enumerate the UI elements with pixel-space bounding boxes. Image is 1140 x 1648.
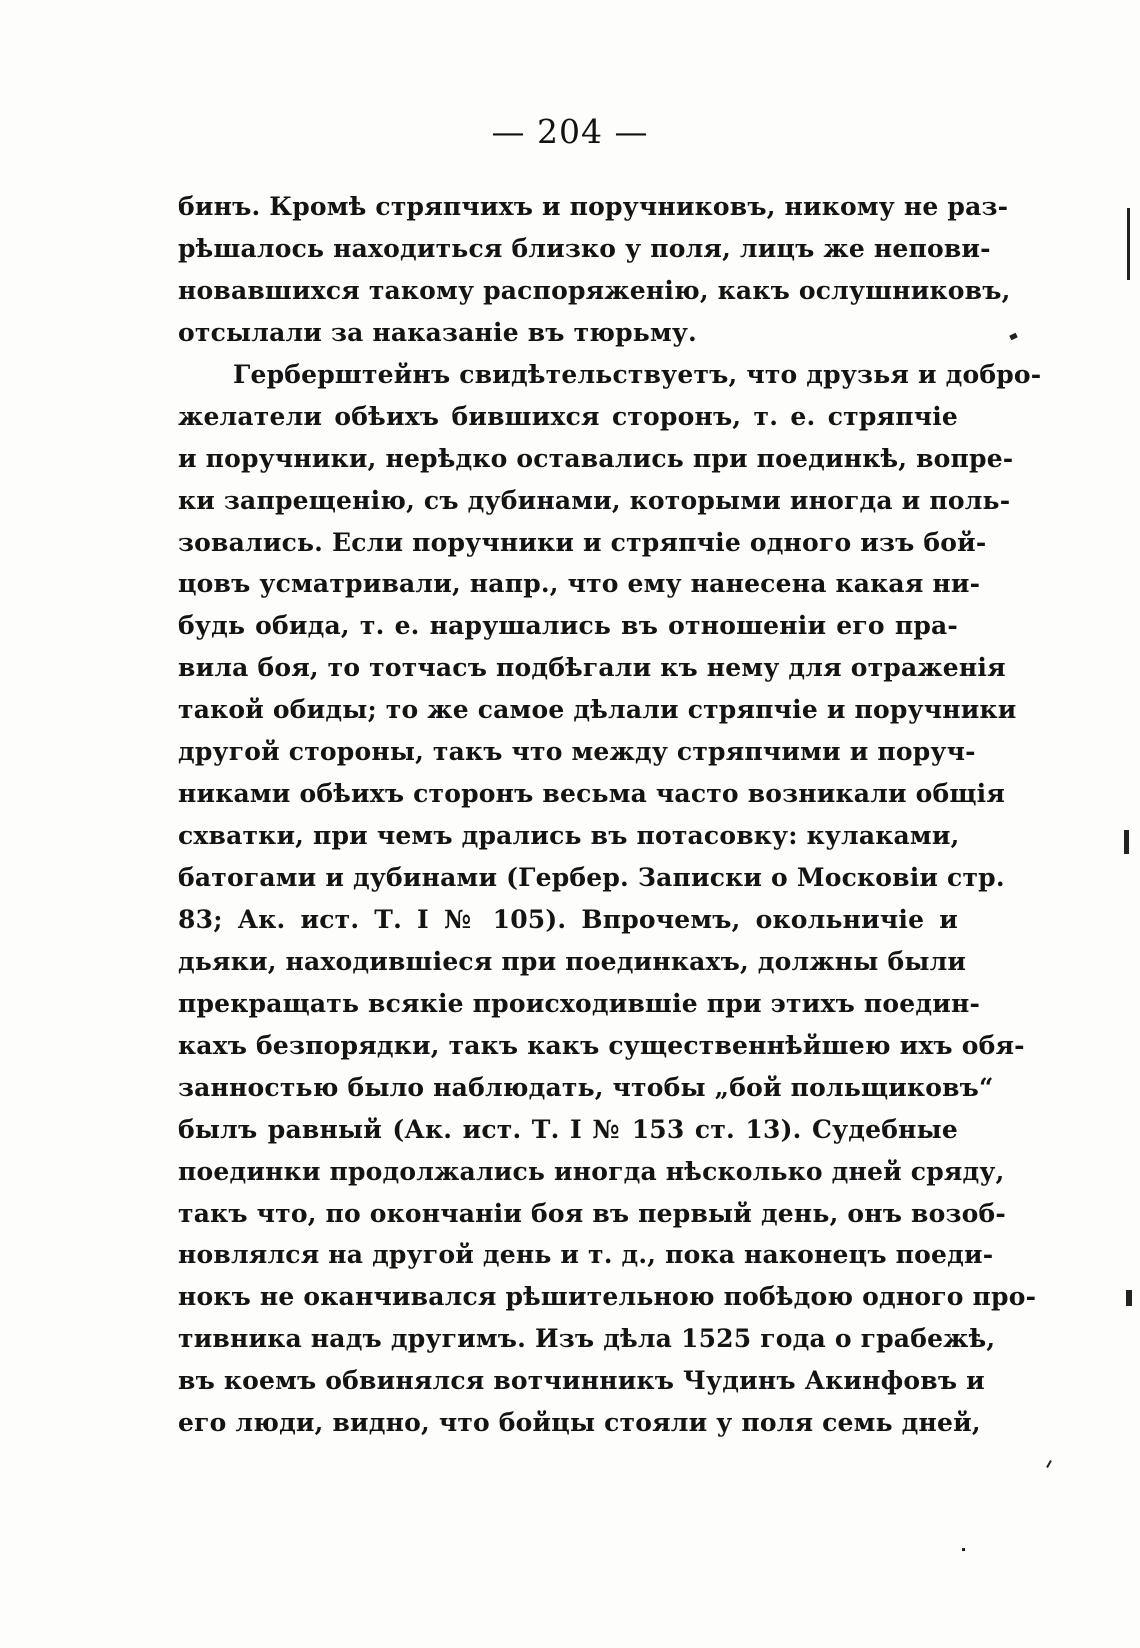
text-line: батогами и дубинами (Гербер. Записки о Московіи стр. <box>178 863 1005 892</box>
text-line: цовъ усматривали, напр., что ему нанесена какая ни- <box>178 569 981 599</box>
paragraph-first-line: Герберштейнъ свидѣтельствуетъ, что друзья и добро- <box>233 359 1042 389</box>
text-line: 83; Ак. ист. Т. I № 105). Впрочемъ, окольничіе и <box>178 904 958 934</box>
text-line: схватки, при чемъ дрались въ потасовку: кулаками, <box>178 821 960 851</box>
text-line: тивника надъ другимъ. Изъ дѣла 1525 года о грабежѣ, <box>178 1324 996 1354</box>
paragraph-end-line: отсылали за наказаніе въ тюрьму. <box>178 317 697 347</box>
text-line: бинъ. Кромѣ стряпчихъ и поручниковъ, никому не раз- <box>178 192 1009 221</box>
text-line: будь обида, т. е. нарушались въ отношеніи его пра- <box>178 611 958 641</box>
text-line: прекращать всякіе происходившіе при этихъ поедин- <box>178 988 981 1018</box>
scan-speck <box>1009 333 1017 340</box>
text-line: его люди, видно, что бойцы стояли у поля семь дней, <box>178 1408 981 1438</box>
text-line: былъ равный (Ак. ист. Т. I № 153 ст. 13). Судебные <box>178 1114 958 1144</box>
text-line: новавшихся такому распоряженію, какъ ослушниковъ, <box>178 275 1011 305</box>
text-line: вила боя, то тотчасъ подбѣгали къ нему для отраженія <box>178 653 1006 683</box>
text-line: другой стороны, такъ что между стряпчими и поруч- <box>178 737 976 767</box>
text-line: такъ что, по окончаніи боя въ первый день, онъ возоб- <box>178 1198 1006 1228</box>
scan-edge-mark <box>1126 1290 1132 1306</box>
text-line: дьяки, находившіеся при поединкахъ, должны были <box>178 946 967 976</box>
text-line: рѣшалось находиться близко у поля, лицъ же непови- <box>178 233 991 263</box>
text-line: кахъ безпорядки, такъ какъ существеннѣйшею ихъ обя- <box>178 1030 1025 1060</box>
text-line: такой обиды; то же самое дѣлали стряпчіе и поручники <box>178 695 1017 725</box>
text-line: нокъ не оканчивался рѣшительною побѣдою одного про- <box>178 1282 1037 1312</box>
text-line: въ коемъ обвинялся вотчинникъ Чудинъ Акинфовъ и <box>178 1366 985 1396</box>
text-line: зовались. Если поручники и стряпчіе одного изъ бой- <box>178 527 987 557</box>
text-line: ки запрещенію, съ дубинами, которыми иногда и поль- <box>178 485 1011 515</box>
text-line: и поручники, нерѣдко оставались при поединкѣ, вопре- <box>178 443 1014 473</box>
scan-edge-mark <box>1124 830 1129 854</box>
text-line: новлялся на другой день и т. д., пока наконецъ поеди- <box>178 1240 994 1270</box>
text-line: никами обѣихъ сторонъ весьма часто возникали общія <box>178 779 1006 809</box>
scan-edge-mark <box>1127 208 1130 280</box>
text-line: занностью было наблюдать, чтобы „бой польщиковъ“ <box>178 1072 994 1102</box>
text-line: поединки продолжались иногда нѣсколько дней сряду, <box>178 1156 1005 1186</box>
scan-speck <box>1046 1460 1052 1468</box>
scan-speck <box>962 1548 965 1551</box>
page-number: — 204 — <box>491 112 649 151</box>
text-line: желатели обѣихъ бившихся сторонъ, т. е. стряпчіе <box>178 401 958 431</box>
body-text <box>178 186 1042 1444</box>
